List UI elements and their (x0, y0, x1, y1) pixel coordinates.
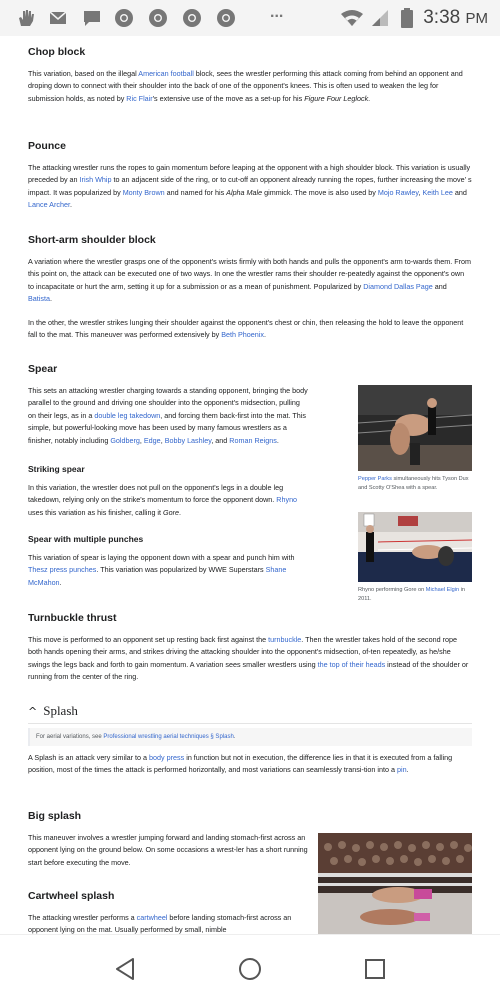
spear-photo-caption: Pepper Parks simultaneously hits Tyson Dux and Scotty O'Shea with a spear. (358, 476, 469, 491)
paragraph-splash: A Splash is an attack very similar to a body press in function but not in execution, the difference lies in that it is executed from a falling position, most of the times the attack is performed horizontally, and most variations can seamlessly transi-tion into a pin. (28, 753, 453, 775)
recents-icon[interactable] (361, 955, 389, 983)
heading-cartwheel-splash: Cartwheel splash (28, 890, 115, 902)
link-bobby-lashley[interactable]: Bobby Lashley (164, 435, 212, 445)
link-aerial-techniques-splash[interactable]: Professional wrestling aerial techniques § Splash (103, 734, 234, 740)
chevron-up-icon: ^ (28, 705, 38, 718)
link-pepper-parks[interactable]: Pepper Parks (358, 476, 392, 482)
wifi-icon (340, 8, 364, 28)
heading-spear-multiple-punches: Spear with multiple punches (28, 534, 144, 544)
hand-icon (16, 8, 36, 28)
signal-icon (370, 8, 390, 28)
gore-photo-caption: Rhyno performing Gore on Michael Elgin in 2011. (358, 587, 465, 602)
paragraph-spear-multiple-punches: This variation of spear is laying the opponent down with a spear and punch him with Thesz press punches. This variation was popularized by WWE Superstars Shane McMahon. (28, 553, 295, 587)
article-content (0, 36, 500, 934)
home-icon[interactable] (236, 955, 264, 983)
link-goldberg[interactable]: Goldberg (110, 435, 140, 445)
big-splash-photo[interactable] (318, 833, 472, 934)
link-diamond-dallas-page[interactable]: Diamond Dallas Page (363, 281, 433, 291)
clock: 3:38 PM (423, 7, 488, 28)
chrome-icon (182, 8, 202, 28)
hatnote-splash: For aerial variations, see Professional wrestling aerial techniques § Splash. (28, 728, 472, 746)
link-roman-reigns[interactable]: Roman Reigns (229, 435, 277, 445)
gore-photo[interactable] (358, 512, 472, 582)
link-beth-phoenix[interactable]: Beth Phoenix (221, 330, 264, 340)
section-divider (28, 723, 472, 724)
paragraph-turnbuckle-thrust: This move is performed to an opponent set up resting back first against the turnbuckle. Then the wrestler takes hold of the second rope both hands opening their arms, and strikes driving the attacking shoulder into the opponent's midsection, of-ten repeatedly, as he/she swings the legs back and forth to gain momentum. A variation sees smaller wrestlers using the top of their heads instead of the shoulder or running from the center of the ring. (28, 635, 469, 682)
link-cartwheel[interactable]: cartwheel (136, 913, 168, 922)
paragraph-pounce: The attacking wrestler runs the ropes to gain momentum before leaping at the opponent with a high shoulder block. This variation is usually preceded by an Irish Whip to an adjacent side of the ring, or to cut-off an opponent already running the ropes, further increasing the move' s impact. It was popularized by Monty Brown and named for his Alpha Male gimmick. The move is also used by Mojo Rawley, Keith Lee and Lance Archer. (28, 163, 472, 210)
mail-icon (48, 8, 68, 28)
back-icon[interactable] (111, 955, 139, 983)
chrome-icon (114, 8, 134, 28)
link-thesz-press-punches[interactable]: Thesz press punches (28, 565, 97, 575)
link-michael-elgin[interactable]: Michael Elgin (425, 587, 460, 593)
heading-big-splash: Big splash (28, 810, 82, 822)
link-top-of-their-heads[interactable]: the top of their heads (317, 659, 386, 669)
link-american-football[interactable]: American football (138, 69, 194, 78)
link-double-leg-takedown[interactable]: double leg takedown (94, 410, 161, 420)
link-ric-flair[interactable]: Ric Flair (126, 93, 153, 103)
paragraph-cartwheel-splash: The attacking wrestler performs a cartwheel before landing stomach-first across an opponent lying on the mat. Usually performed by small, nimble (28, 913, 292, 934)
link-keith-lee[interactable]: Keith Lee (422, 187, 453, 197)
paragraph-chop-block: This variation, based on the illegal American football block, sees the wrestler performing this attack coming from behind an opponent and droping down to connect with their shoulder into the back of one of the opponent's knees. This is often used to weaken the leg for submission holds, as noted by Ric Flair's extensive use of the move as a set-up for his Figure Four Leglock. (28, 69, 463, 103)
link-pin[interactable]: pin (397, 765, 407, 775)
paragraph-short-arm-2: In the other, the wrestler strikes lunging their shoulder against the opponent's chest or chin, then releasing the hold to leave the opponent fall to the mat. This maneuver was performed extensively by Beth Phoenix. (28, 318, 464, 340)
paragraph-short-arm-1: A variation where the wrestler grasps one of the opponent's wrists firmly with both hands and pulls the opponent's arm to-wards them. From this point on, the attack can be executed one of two ways. In one the wrestler rams their shoulder re-peatedly against the opponent's own to incapacitate or hurt the arm, setting it up for a submission or as a mean of punishment. Popularized by Diamond Dallas Page and Batista. (28, 257, 471, 304)
heading-short-arm-shoulder-block: Short-arm shoulder block (28, 234, 156, 246)
heading-chop-block: Chop block (28, 46, 86, 58)
link-turnbuckle[interactable]: turnbuckle (268, 635, 302, 644)
link-mojo-rawley[interactable]: Mojo Rawley (377, 187, 419, 197)
link-rhyno[interactable]: Rhyno (276, 495, 298, 505)
link-shane-mcmahon[interactable]: Shane McMahon (28, 565, 287, 587)
status-bar (0, 0, 500, 36)
section-splash-title: Splash (43, 703, 78, 718)
navigation-bar (0, 934, 500, 1000)
section-splash-toggle[interactable] (28, 703, 78, 719)
heading-spear: Spear (28, 363, 58, 375)
battery-icon (400, 8, 414, 28)
chrome-icon (216, 8, 236, 28)
link-batista[interactable]: Batista (28, 294, 50, 304)
link-edge[interactable]: Edge (143, 435, 161, 445)
paragraph-striking-spear: In this variation, the wrestler does not pull on the opponent's legs in a double leg takedown, relying only on the strike's momentum to force the opponent down. Rhyno uses this variation as his finisher, calling it Gore. (28, 483, 298, 517)
heading-turnbuckle-thrust: Turnbuckle thrust (28, 612, 117, 624)
chrome-icon (148, 8, 168, 28)
link-irish-whip[interactable]: Irish Whip (79, 175, 112, 185)
spear-photo[interactable] (358, 385, 472, 471)
link-lance-archer[interactable]: Lance Archer (28, 200, 70, 210)
message-icon (82, 8, 102, 28)
link-monty-brown[interactable]: Monty Brown (122, 187, 165, 197)
link-body-press[interactable]: body press (149, 753, 185, 762)
heading-striking-spear: Striking spear (28, 464, 85, 474)
overflow-dots: ... (270, 4, 284, 21)
paragraph-spear: This sets an attacking wrestler charging towards a standing opponent, bringing the body parallel to the ground and driving one shoulder into the opponent's midsection, pulling on their legs, as in a double leg takedown, and forcing them back-first into the mat. This simple, but powerful-looking move has been used by many famous wrestlers as a finisher, notably including Goldberg, Edge, Bobby Lashley, and Roman Reigns. (28, 386, 308, 445)
paragraph-big-splash: This maneuver involves a wrestler jumping forward and landing stomach-first across an opponent lying on the ground below. On some occasions a wrest-ler has a short running start before executing the move. (28, 833, 308, 867)
heading-pounce: Pounce (28, 140, 66, 152)
